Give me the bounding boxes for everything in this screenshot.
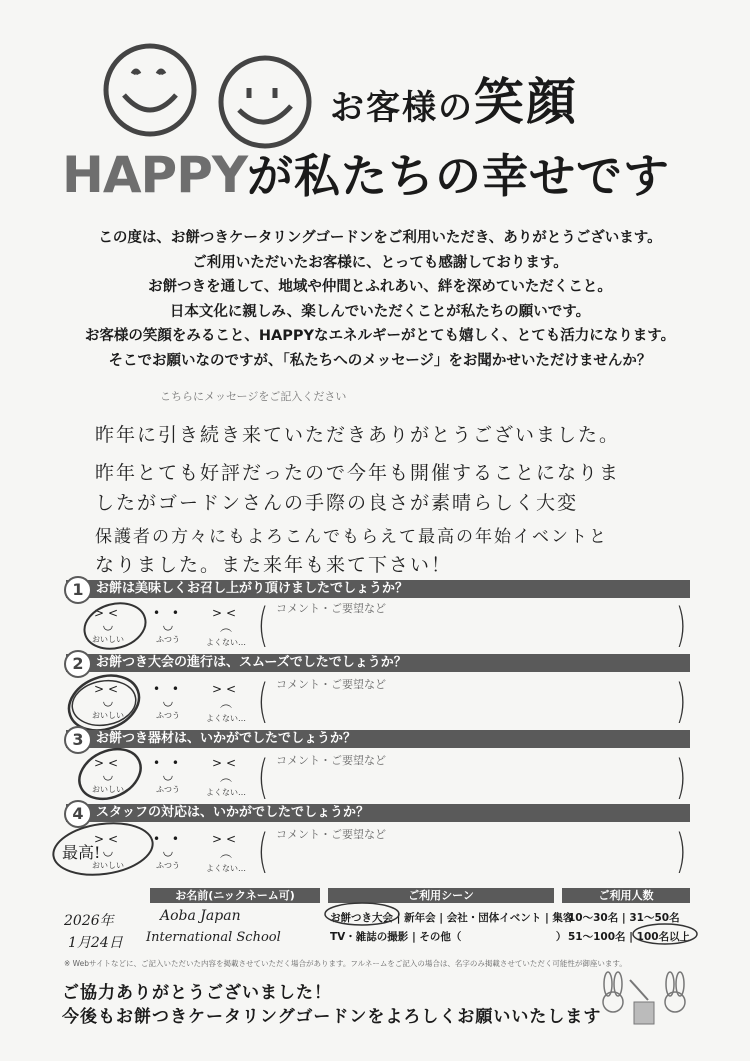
hand-circle-mark	[630, 920, 700, 948]
thanks-text: ご協力ありがとうございました！	[62, 983, 332, 1003]
message-label: こちらにメッセージをご記入ください	[160, 390, 347, 403]
smiley-face-icon-right	[215, 52, 315, 152]
question-text: お餅つき器材は、いかがでしたでしょうか？	[96, 731, 357, 746]
title-happy: HAPPY	[62, 146, 248, 204]
intro-line: お客様の笑顔をみること、HAPPYなエネルギーがとても嬉しく、とても活力になります。	[84, 328, 676, 344]
comment-box-2[interactable]: ( コメント・ご要望など )	[257, 674, 687, 728]
question-bar-4	[66, 804, 690, 822]
name-header: お名前(ニックネーム可)	[150, 888, 320, 903]
comment-box-4[interactable]: ( コメント・ご要望など )	[257, 824, 687, 878]
rating-good[interactable]: >< ◡ おいしい	[92, 756, 124, 794]
title-rest: が私たちの幸せです	[247, 149, 671, 203]
hand-circle-mark	[322, 900, 402, 928]
message-line: 昨年とても好評だったので今年も開催することになりま	[95, 462, 621, 484]
rating-bad[interactable]: >< ︵ よくない…	[206, 606, 246, 647]
rabbit-mochi-illustration	[590, 970, 700, 1030]
handwritten-note: 最高!	[62, 843, 101, 862]
comment-placeholder: コメント・ご要望など	[276, 678, 386, 691]
rating-bad[interactable]: >< ︵ よくない…	[206, 756, 246, 797]
message-line: なりました。また来年も来て下さい！	[95, 554, 453, 576]
title-big: 笑顔	[474, 73, 578, 131]
rating-bad[interactable]: >< ︵ よくない…	[206, 682, 246, 723]
title-line-2	[62, 140, 670, 206]
question-bar-1	[66, 580, 690, 598]
rating-ok[interactable]: • • ◡ ふつう	[153, 682, 183, 720]
rating-bad[interactable]: >< ︵ よくない…	[206, 832, 246, 873]
comment-placeholder: コメント・ご要望など	[276, 754, 386, 767]
intro-text	[40, 226, 720, 373]
hand-circle-mark	[72, 745, 148, 803]
title-prefix: お客様の	[330, 88, 474, 128]
message-line: したがゴードンさんの手際の良さが素晴らしく大変	[95, 492, 579, 514]
people-line-2[interactable]: 51〜100名 | 100名以上	[568, 931, 691, 943]
question-number: 1	[64, 576, 92, 604]
scene-line-1[interactable]: お餅つき大会 | 新年会 | 会社・団体イベント | 集客	[330, 912, 574, 924]
message-line: 昨年に引き続き来ていただきありがとうございました。	[95, 424, 621, 446]
disclaimer-note: ※ Webサイトなどに、ご記入いただいた内容を掲載させていただく場合があります。フルネームをご記入の場合は、名字のみ掲載させていただく可能性が御座います。	[64, 959, 627, 968]
title-line-1	[330, 62, 578, 134]
intro-line: 日本文化に親しみ、楽しんでいただくことが私たちの願いです。	[169, 303, 591, 320]
intro-line: ご利用いただいたお客様に、とっても感謝しております。	[192, 254, 568, 271]
question-number: 4	[64, 800, 92, 828]
people-line-1[interactable]: 10〜30名 | 31〜50名	[568, 912, 680, 924]
people-header: ご利用人数	[562, 888, 690, 903]
date-year: 2026年	[64, 913, 114, 929]
intro-line: この度は、お餅つきケータリングゴードンをご利用いただき、ありがとうございます。	[98, 230, 662, 246]
question-text: お餅は美味しくお召し上がり頂けましたでしょうか？	[96, 581, 409, 596]
question-text: スタッフの対応は、いかがでしたでしょうか？	[96, 805, 370, 820]
name-line-2: International School	[146, 930, 281, 945]
intro-line: そこでお願いなのですが、「私たちへのメッセージ」をお聞かせいただけませんか？	[108, 352, 652, 369]
comment-placeholder: コメント・ご要望など	[276, 828, 386, 841]
question-number: 3	[64, 726, 92, 754]
rating-good[interactable]: >< ◡ おいしい	[92, 682, 124, 720]
smiley-face-icon-left	[100, 40, 200, 140]
name-line-1: Aoba Japan	[160, 908, 241, 924]
closing-text: 今後もお餅つきケータリングゴードンをよろしくお願いいたします	[62, 1007, 602, 1027]
question-bar-2	[66, 654, 690, 672]
scene-header: ご利用シーン	[328, 888, 554, 903]
message-line: 保護者の方々にもよろこんでもらえて最高の年始イベントと	[95, 527, 608, 547]
date-day: 1月24日	[68, 935, 123, 951]
rating-good[interactable]: >< ◡ おいしい	[92, 606, 124, 644]
comment-box-1[interactable]: ( コメント・ご要望など )	[257, 598, 687, 652]
rating-ok[interactable]: • • ◡ ふつう	[153, 606, 183, 644]
comment-box-3[interactable]: ( コメント・ご要望など )	[257, 750, 687, 804]
question-bar-3	[66, 730, 690, 748]
comment-placeholder: コメント・ご要望など	[276, 602, 386, 615]
rating-ok[interactable]: • • ◡ ふつう	[153, 832, 183, 870]
hand-circle-mark	[80, 598, 150, 654]
rating-ok[interactable]: • • ◡ ふつう	[153, 756, 183, 794]
scene-line-2[interactable]: TV・雑誌の撮影 | その他（ ）	[330, 931, 567, 943]
intro-line: お餅つきを通して、地域や仲間とふれあい、絆を深めていただくこと。	[148, 279, 612, 295]
question-text: お餅つき大会の進行は、スムーズでしたでしょうか？	[96, 655, 407, 670]
rating-good[interactable]: >< ◡ おいしい	[92, 832, 124, 870]
question-number: 2	[64, 650, 92, 678]
